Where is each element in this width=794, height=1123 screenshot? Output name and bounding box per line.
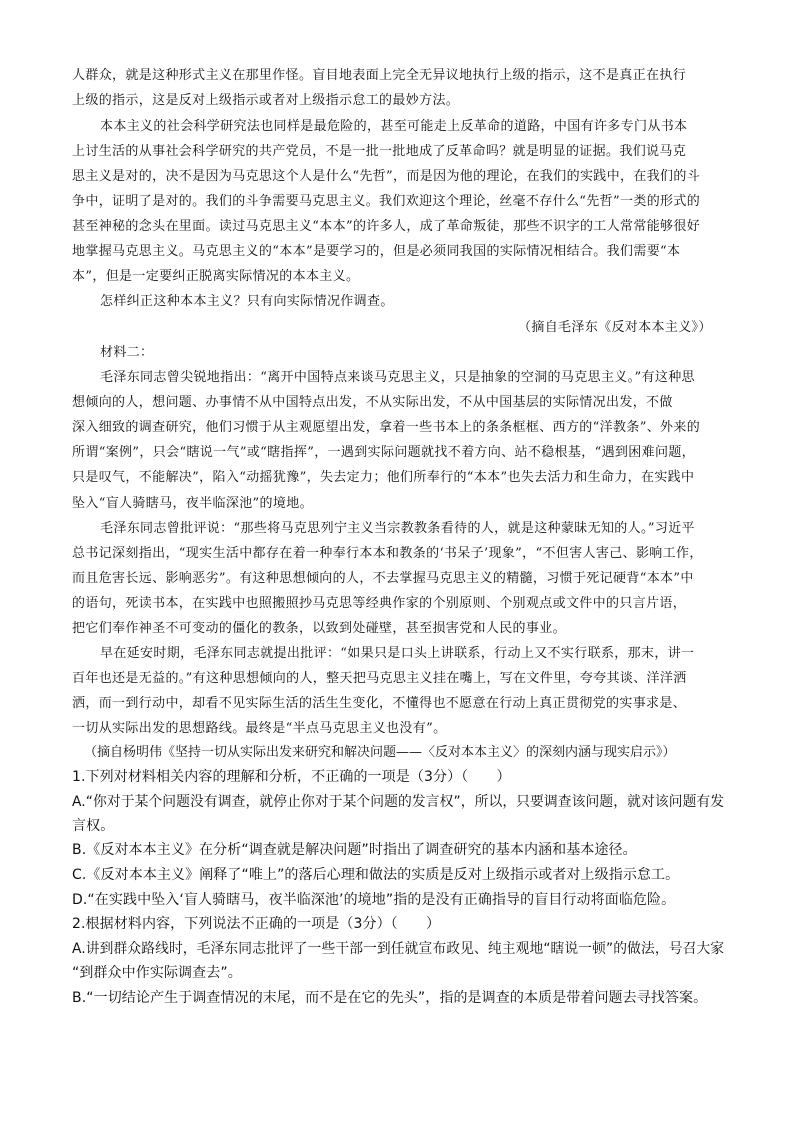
material-one-line: 本”，但是一定要纠正脱离实际情况的本本主义。 — [72, 269, 360, 284]
material-one-line: 怎样纠正这种本本主义？只有向实际情况作调查。 — [100, 294, 394, 309]
material-one-line: 上讨生活的从事社会科学研究的共产党员，不是一批一批地成了反革命吗？就是明显的证据。我们说马克 — [72, 144, 687, 159]
material-two-line: 毛泽东同志曾尖锐地指出：“离开中国特点来谈马克思主义，只是抽象的空洞的马克思主义。”有这种思 — [100, 370, 695, 385]
material-two-citation: （摘自杨明伟《坚持一切从实际出发来研究和解决问题——〈反对本本主义〉的深刻内涵与现实启示》） — [84, 745, 676, 760]
material-two-line: 坠入“盲人骑瞎马，夜半临深池”的境地。 — [72, 496, 313, 511]
material-one-citation: （摘自毛泽东《反对本本主义》） — [518, 320, 712, 335]
material-two-line: 想倾向的人，想问题、办事情不从中国特点出发，不从实际出发，不从中国基层的实际情况出发，不做 — [72, 395, 673, 410]
material-two-line: 而且危害长远、影响恶劣”。有这种思想倾向的人，不去掌握马克思主义的精髓，习惯于死记硬背“本本”中 — [72, 571, 694, 586]
material-two-line: 百年也还是无益的。”有这种思想倾向的人，整天把马克思主义挂在嘴上，写在文件里，夸夸其谈、洋洋洒 — [72, 671, 687, 686]
material-two-line: 把它们奉作神圣不可变动的僵化的教条，以致到处碰壁，甚至损害党和人民的事业。 — [72, 621, 566, 636]
question-one-option-a-cont: 言权。 — [72, 818, 115, 834]
question-two-stem: 2.根据材料内容，下列说法不正确的一项是（3分）（ ） — [72, 916, 441, 932]
material-two-line: 的语句，死读书本，在实践中也照搬照抄马克思等经典作家的个别原则、个别观点或文件中的只言片语， — [72, 596, 687, 611]
material-two-line: 所谓“案例”，只会“瞎说一气”或“瞎指挥”，一遇到实际问题就找不着方向、站不稳根基，“遇到困难问题， — [72, 445, 696, 460]
material-one-line: 争中，证明了是对的。我们的斗争需要马克思主义。我们欢迎这个理论，丝毫不存什么“先哲”一类的形式的 — [72, 194, 701, 209]
material-one-line: 本本主义的社会科学研究法也同样是最危险的，甚至可能走上反革命的道路，中国有许多专门从书本 — [100, 119, 688, 134]
material-two-line: 深入细致的调查研究，他们习惯于从主观愿望出发，拿着一些书本上的条条框框、西方的“洋教条”、外来的 — [72, 420, 701, 435]
question-two-option-b: B.“一切结论产生于调查情况的末尾，而不是在它的先头”，指的是调查的本质是带着问题去寻找答案。 — [72, 990, 708, 1006]
question-two-option-a: A.讲到群众路线时，毛泽东同志批评了一些干部一到任就宣布政见、纯主观地“瞎说一顿”的做法，号召大家 — [72, 941, 725, 957]
question-one-option-a: A.“你对于某个问题没有调查，就停止你对于某个问题的发言权”，所以，只要调查该问题，就对该问题有发 — [72, 794, 725, 810]
material-one-line: 甚至神秘的念头在里面。读过马克思主义“本本”的许多人，成了革命叛徒，那些不识字的工人常常能够很好 — [72, 219, 701, 234]
material-two-line: 毛泽东同志曾批评说：“那些将马克思列宁主义当宗教教条看待的人，就是这种蒙昧无知的人。”习近平 — [100, 521, 695, 536]
material-two-heading: 材料二： — [100, 345, 154, 360]
question-two-option-a-cont: “到群众中作实际调查去”。 — [72, 965, 242, 981]
material-one-line: 人群众，就是这种形式主义在那里作怪。盲目地表面上完全无异议地执行上级的指示，这不是真正在执行 — [72, 68, 687, 83]
material-two-line: 一切从实际出发的思想路线。最终是“半点马克思主义也没有”。 — [72, 721, 447, 736]
material-one-line: 地掌握马克思主义。马克思主义的“本本”是要学习的，但是必须同我国的实际情况相结合。我们需要“本 — [72, 244, 681, 259]
material-two-line: 只是叹气，不能解决”，陷入“动摇犹豫”，失去定力；他们所奉行的“本本”也失去活力和生命力，在实践中 — [72, 470, 695, 485]
material-two-line: 总书记深刻指出，“现实生活中都存在着一种奉行本本和教条的‘书呆子’现象”，“不但害人害己、影响工作， — [72, 546, 703, 561]
question-one-option-b: B.《反对本本主义》在分析“调查就是解决问题”时指出了调查研究的基本内涵和基本途径。 — [72, 842, 637, 858]
question-one-option-d: D.“在实践中坠入‘盲人骑瞎马，夜半临深池’的境地”指的是没有正确指导的盲目行动将面临危险。 — [72, 892, 676, 908]
material-one-line: 上级的指示，这是反对上级指示或者对上级指示怠工的最妙方法。 — [72, 93, 460, 108]
material-two-line: 早在延安时期，毛泽东同志就提出批评：“如果只是口头上讲联系，行动上又不实行联系，那末，讲一 — [100, 646, 695, 661]
material-two-line: 洒，而一到行动中，却看不见实际生活的活生生变化，不懂得也不愿意在行动上真正贯彻党的实事求是、 — [72, 696, 687, 711]
question-one-stem: 1.下列对材料相关内容的理解和分析，不正确的一项是（3分）（ ） — [72, 769, 511, 785]
question-one-option-c: C.《反对本本主义》阐释了“唯上”的落后心理和做法的实质是反对上级指示或者对上级指示怠工。 — [72, 867, 680, 883]
material-one-line: 思主义是对的，决不是因为马克思这个人是什么“先哲”，而是因为他的理论，在我们的实践中，在我们的斗 — [72, 169, 701, 184]
